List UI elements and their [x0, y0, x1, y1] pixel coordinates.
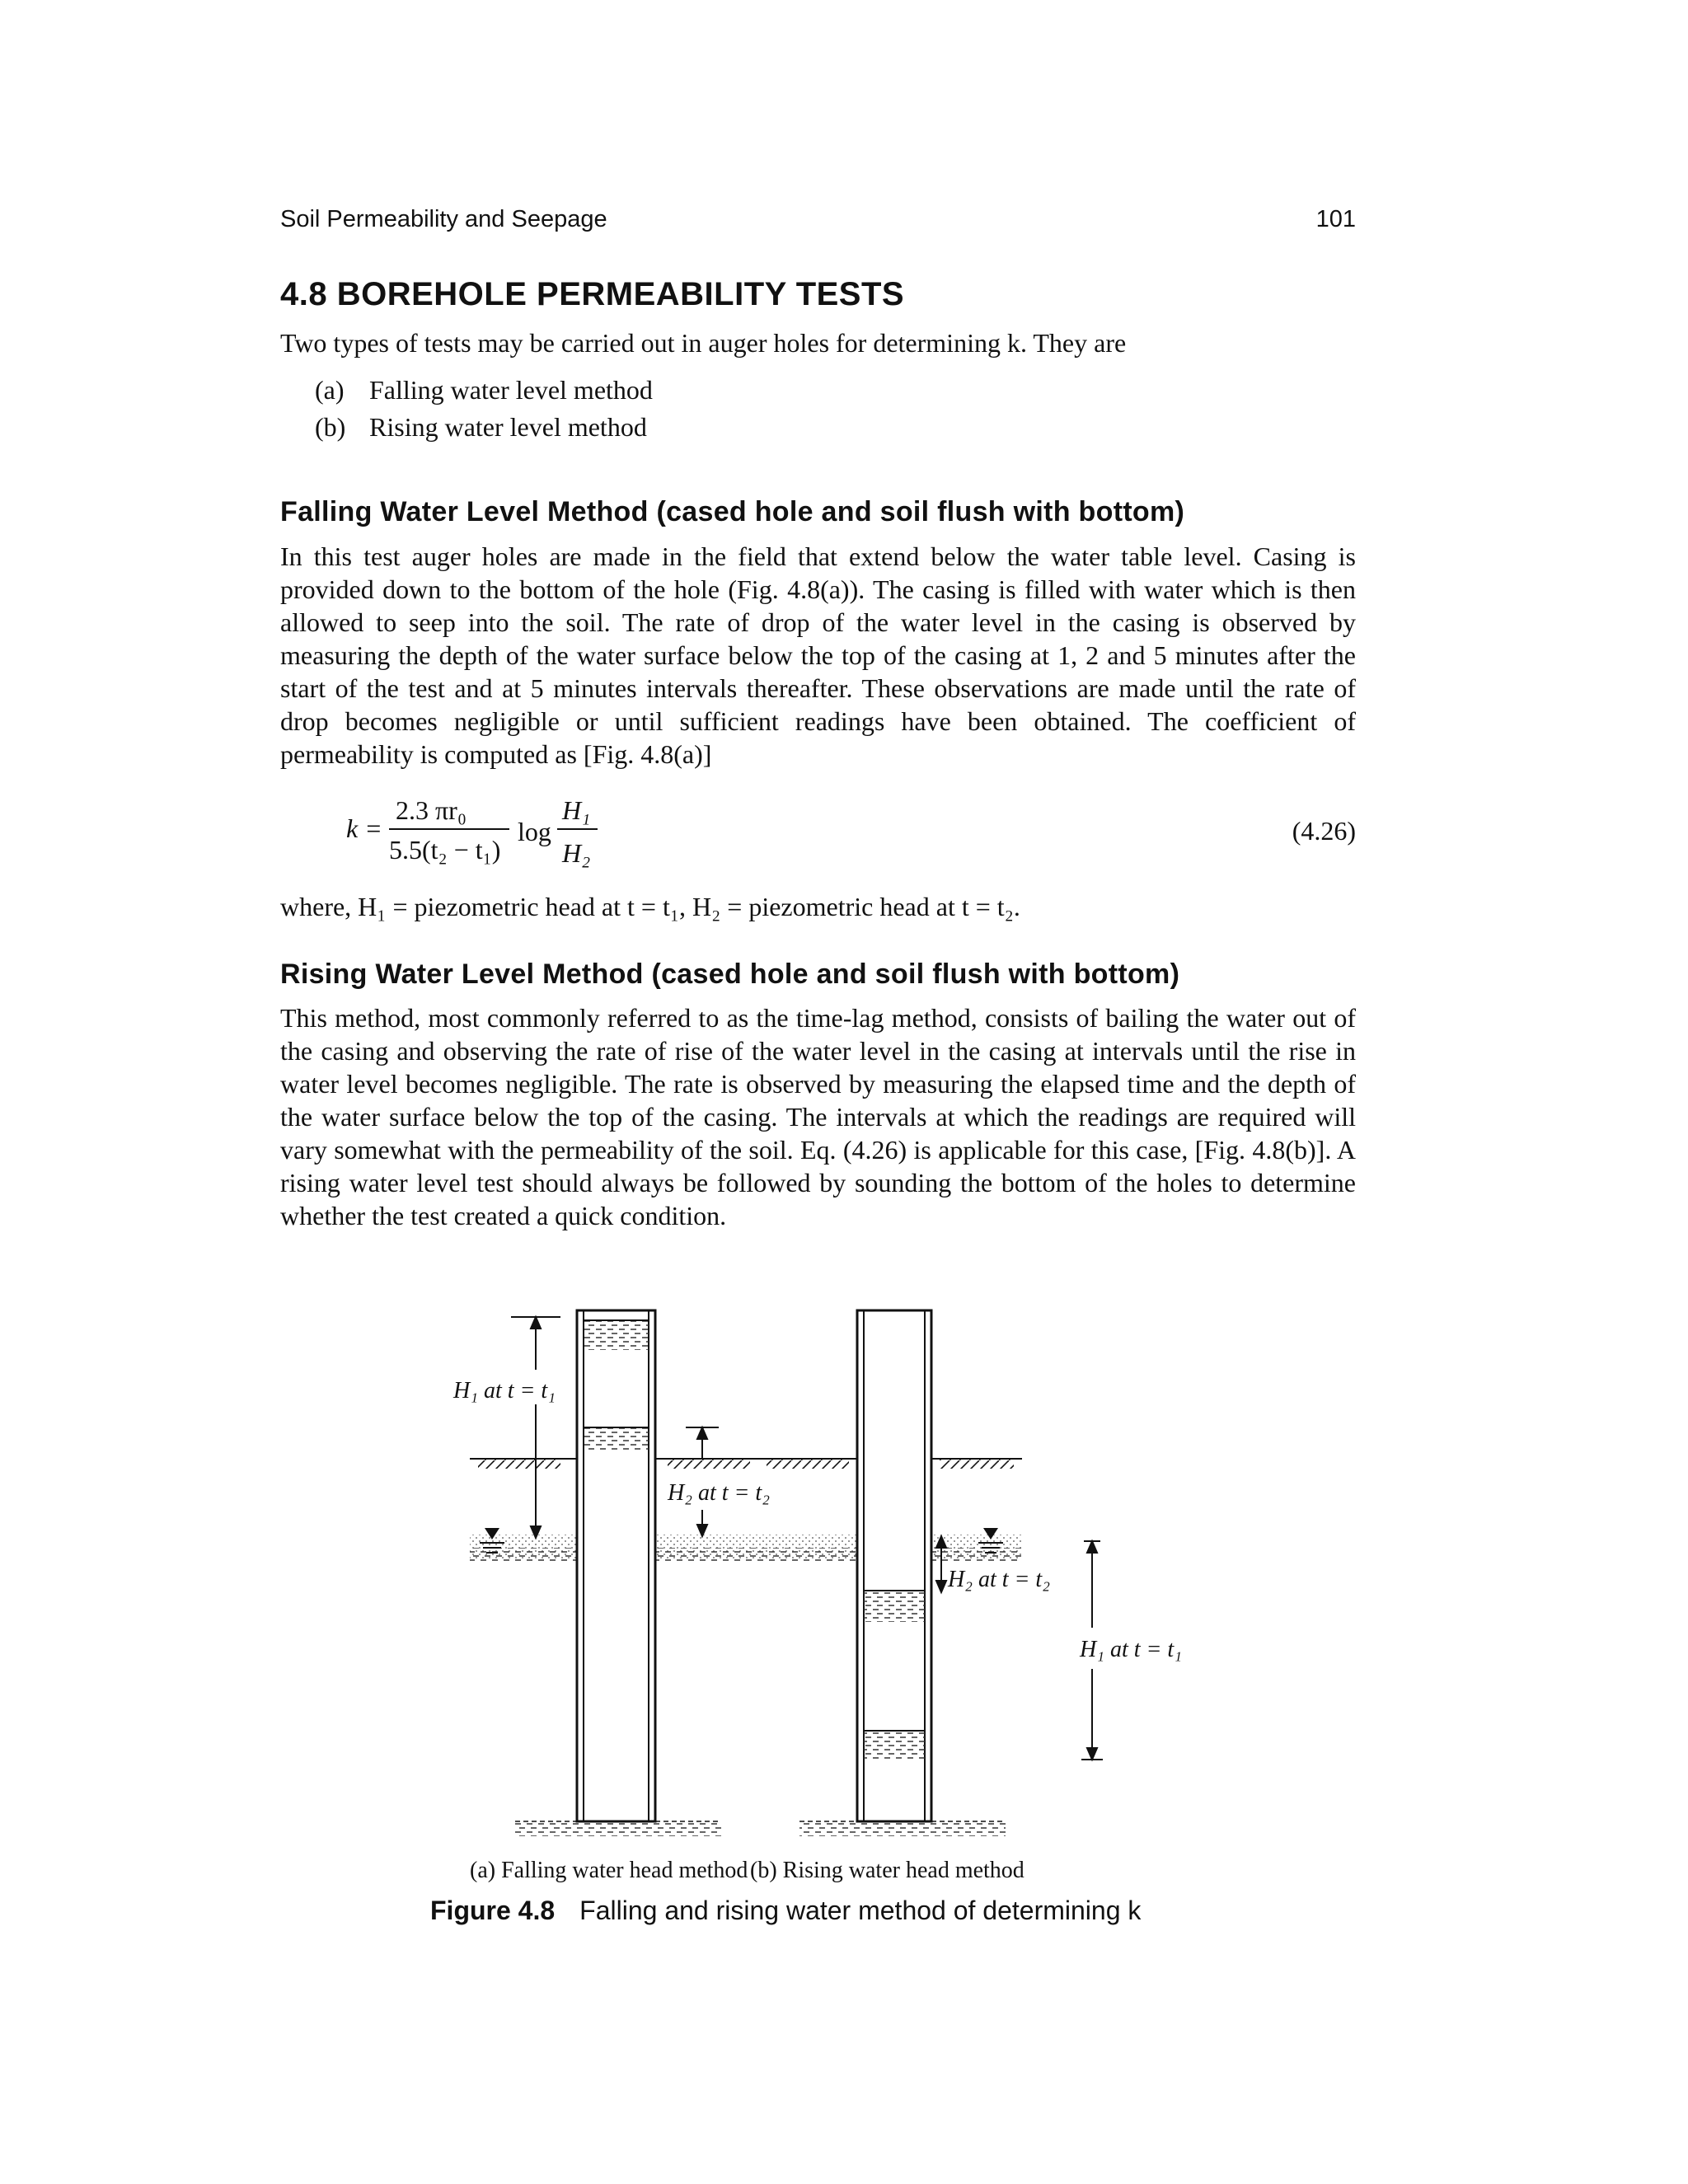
label-h1-b: H₁ at t = t₁ — [1080, 1637, 1182, 1662]
list-text-a: Falling water level method — [369, 375, 653, 405]
bottom-soil — [515, 1821, 1006, 1836]
equation-number: (4.26) — [1292, 816, 1356, 846]
section-title: 4.8 BOREHOLE PERMEABILITY TESTS — [280, 276, 905, 312]
equation-log-denominator: H₂ — [562, 838, 591, 868]
equation-graphic — [346, 790, 973, 880]
dimension-h2-b — [936, 1536, 946, 1592]
equation-log: log — [518, 817, 551, 846]
figure-caption-label: Figure 4.8 — [430, 1896, 556, 1925]
equation-numerator: 2.3 πr₀ — [396, 795, 467, 825]
running-header — [280, 206, 1356, 239]
equation-lhs: k = — [346, 813, 382, 843]
casing-b — [857, 1310, 931, 1821]
equation-4-26 — [346, 790, 1356, 880]
caption-a: (a) Falling water head method — [470, 1858, 748, 1883]
falling-heading: Falling Water Level Method (cased hole and soil flush with bottom) — [280, 496, 1185, 527]
label-h2-a: H₂ at t = t₂ — [668, 1480, 770, 1506]
list-item-b — [315, 412, 647, 443]
figure-caption-text: Falling and rising water method of determining k — [579, 1896, 1142, 1925]
list-text-b: Rising water level method — [369, 412, 647, 442]
falling-paragraph: In this test auger holes are made in the field that extend below the water table level. Casing is provided down to the bottom of the hole (Fig. 4.8(a)). The casing is filled with water which is then allowed to seep into the soil. The rate of drop of the water level in the casing is observed by measuring the depth of the water surface below the top of the casing at 1, 2 and 5 minutes after the start of the test and at 5 minutes intervals thereafter. These observations are made until the rate of drop becomes negligible or until sufficient readings have been obtained. The coefficient of permeability is computed as [Fig. 4.8(a)] — [280, 541, 1356, 769]
equation-denominator: 5.5(t₂ − t₁) — [389, 835, 501, 865]
list-marker-a: (a) — [315, 375, 345, 405]
where-clause: where, H₁ = piezometric head at t = t₁, H₂ = piezometric head at t = t₂. — [280, 892, 1020, 921]
label-h2-b: H₂ at t = t₂ — [948, 1567, 1050, 1592]
figure-caption — [430, 1896, 1141, 1926]
running-title: Soil Permeability and Seepage — [280, 206, 607, 232]
caption-b: (b) Rising water head method — [750, 1858, 1025, 1883]
page-number: 101 — [1315, 206, 1356, 232]
intro-paragraph: Two types of tests may be carried out in auger holes for determining k. They are — [280, 328, 1127, 358]
ground-surface — [470, 1459, 1022, 1469]
figure-4-8 — [445, 1302, 1220, 1929]
label-h1-a: H₁ at t = t₁ — [453, 1378, 556, 1404]
dimension-h1-a — [511, 1317, 560, 1538]
rising-heading: Rising Water Level Method (cased hole and soil flush with bottom) — [280, 958, 1180, 990]
rising-paragraph: This method, most commonly referred to as the time-lag method, consists of bailing the water out of the casing and observing the rate of rise of the water level in the casing at intervals until the rise in water level becomes negligible. The rate is observed by measuring the elapsed time and the depth of the water surface below the top of the casing. The intervals at which the readings are required will vary somewhat with the permeability of the soil. Eq. (4.26) is applicable for this case, [Fig. 4.8(b)]. A rising water level test should always be followed by sounding the bottom of the holes to determine whether the test created a quick condition. — [280, 1003, 1356, 1230]
equation-log-numerator: H₁ — [562, 795, 591, 825]
list-marker-b: (b) — [315, 412, 346, 442]
figure-diagram — [445, 1302, 1220, 1896]
list-item-a — [315, 375, 653, 405]
casing-a — [577, 1310, 655, 1821]
